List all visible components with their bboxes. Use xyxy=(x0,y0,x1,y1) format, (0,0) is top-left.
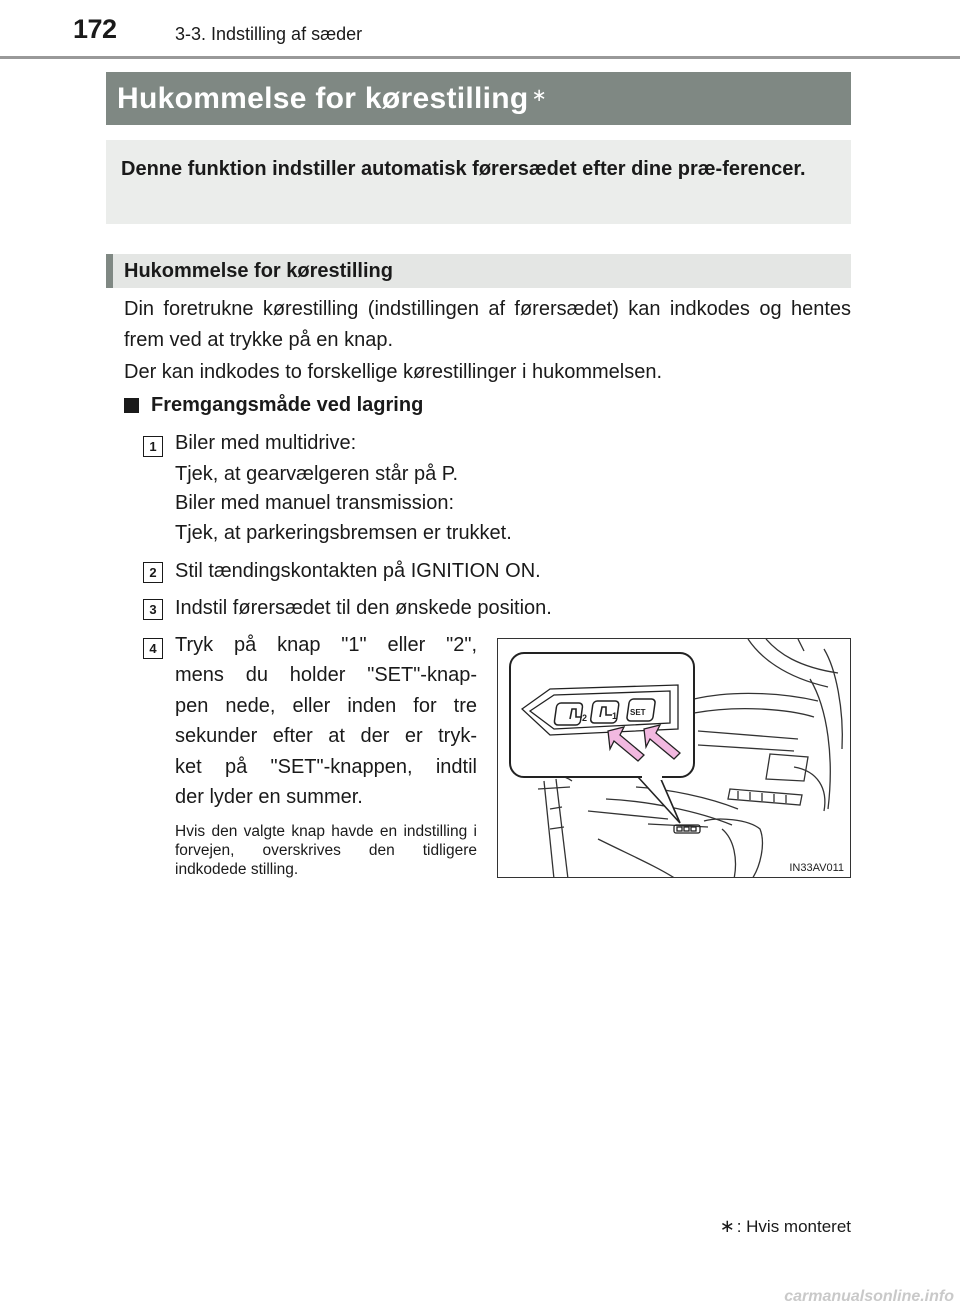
seat-memory-2-icon xyxy=(554,703,587,725)
step-1-line-4: Tjek, at parkeringsbremsen er trukket. xyxy=(175,522,512,544)
svg-text:1: 1 xyxy=(612,711,618,721)
procedure-heading xyxy=(124,394,423,417)
step-number-3: 3 xyxy=(143,599,163,620)
step-3-text: Indstil førersædet til den ønskede position. xyxy=(175,597,552,619)
svg-text:SET: SET xyxy=(630,708,646,717)
step-4-text xyxy=(175,630,477,812)
page-title: Hukommelse for kørestilling xyxy=(117,81,529,115)
step-number-2: 2 xyxy=(143,562,163,583)
door-panel-illustration xyxy=(498,639,851,878)
step-4-line-5: ket på "SET"-knappen, indtil xyxy=(175,755,477,778)
footnote-star: ∗ xyxy=(719,1216,735,1236)
intro-text: Denne funktion indstiller automatisk førersædet efter dine præ-ferencer. xyxy=(121,158,806,180)
intro-box xyxy=(106,140,851,224)
footnote xyxy=(720,1216,851,1237)
page-number: 172 xyxy=(73,14,117,44)
section-header: 3-3. Indstilling af sæder xyxy=(175,24,363,44)
title-bar xyxy=(106,72,851,125)
subsection-title: Hukommelse for kørestilling xyxy=(124,259,393,282)
body-paragraph-2: Der kan indkodes to forskellige kørestillinger i hukommelsen. xyxy=(124,361,663,383)
step-2-text: Stil tændingskontakten på IGNITION ON. xyxy=(175,560,541,582)
square-bullet-icon xyxy=(124,398,139,413)
illustration-code: IN33AV011 xyxy=(789,862,844,874)
step-4-line-3: pen nede, eller inden for tre xyxy=(175,694,477,717)
body-paragraph-1: Din foretrukne kørestilling (indstillingen af førersædet) kan indkodes og hentes frem ved at trykke på en knap. xyxy=(124,298,851,351)
title-asterisk: ∗ xyxy=(531,85,547,105)
set-button-icon xyxy=(626,699,655,721)
procedure-heading-text: Fremgangsmåde ved lagring xyxy=(151,394,424,416)
step-1-line-2: Tjek, at gearvælgeren står på P. xyxy=(175,463,459,485)
step-4-note: Hvis den valgte knap havde en indstilling i forvejen, overskrives den tidligere indkodede stilling. xyxy=(175,823,477,878)
step-number-4: 4 xyxy=(143,638,163,659)
svg-text:2: 2 xyxy=(582,713,588,723)
step-4-line-6: der lyder en summer. xyxy=(175,786,363,809)
step-4-line-2: mens du holder "SET"-knap- xyxy=(175,664,477,687)
watermark: carmanualsonline.info xyxy=(784,1288,954,1305)
subsection-accent xyxy=(106,254,113,288)
step-1-line-3: Biler med manuel transmission: xyxy=(175,492,454,514)
footnote-text: : Hvis monteret xyxy=(736,1216,851,1236)
subsection-bar xyxy=(106,254,851,288)
header-rule xyxy=(0,56,960,59)
seat-memory-1-icon xyxy=(590,701,619,723)
step-number-1: 1 xyxy=(143,436,163,457)
illustration xyxy=(497,638,851,878)
step-4-line-4: sekunder efter at der er tryk- xyxy=(175,725,477,748)
step-4-line-1: Tryk på knap "1" eller "2", xyxy=(175,634,477,656)
step-1-line-1: Biler med multidrive: xyxy=(175,432,357,454)
